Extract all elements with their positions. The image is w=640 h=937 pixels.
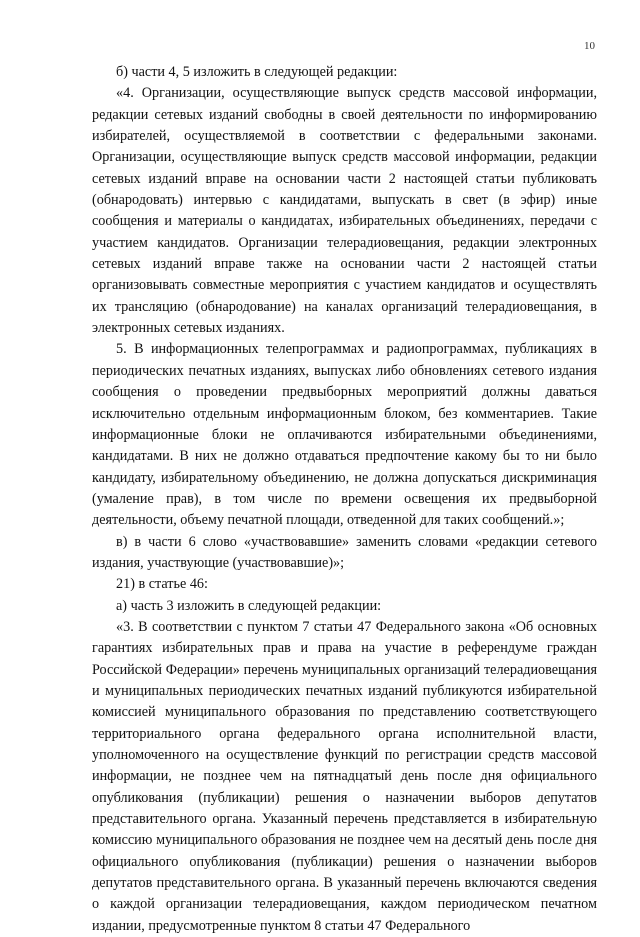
paragraph-part-5: 5. В информационных телепрограммах и радиопрограммах, публикациях в периодических печатных изданиях, выпусках либо обновлениях сетевого издания сообщения о проведении предвыборных мероприятий должны даваться исключительно отдельным информационным блоком, без комментариев. Такие информационные блоки не оплачиваются избирательными объединениями, кандидатами. В них не должно отдаваться предпочтение какому бы то ни было кандидату, избирательному объединению, не должна допускаться дискриминация (умаление прав), в том числе по времени освещения их предвыборной деятельности, объему печатной площади, отведенной для таких сообщений.»; bbox=[92, 341, 597, 529]
page-number: 10 bbox=[584, 40, 595, 52]
paragraph-amend-parts-4-5: б) части 4, 5 изложить в следующей редакции: bbox=[116, 64, 398, 80]
paragraph-item-21: 21) в статье 46: bbox=[116, 576, 208, 593]
paragraph-amend-part-3: а) часть 3 изложить в следующей редакции: bbox=[116, 597, 382, 614]
document-body bbox=[92, 62, 597, 937]
paragraph-part-3: «3. В соответствии с пунктом 7 статьи 47 Федерального закона «Об основных гарантиях избирательных прав и права на участие в референдуме граждан Российской Федерации» перечень муниципальных организаций телерадиовещания и муниципальных периодических печатных изданий публикуются избирательной комиссией муниципального образования по представлению соответствующего территориального органа федерального органа исполнительной власти, уполномоченного на осуществление функций по регистрации средств массовой информации, не позднее чем на пятнадцатый день после дня официального опубликования (публикации) решения о назначении выборов депутатов представительного органа. Указанный перечень представляется в избирательную комиссию муниципального образования не позднее чем на десятый день после дня официального опубликования (публикации) решения о назначении выборов депутатов представительного органа. В указанный перечень включаются сведения о каждой организации телерадиовещания, каждом периодическом печатном издании, предусмотренные пунктом 8 статьи 47 Федерального bbox=[92, 618, 597, 934]
paragraph-amend-part-6: в) в части 6 слово «участвовавшие» заменить словами «редакции сетевого издания, участвующие (участвовавшие)»; bbox=[92, 533, 597, 571]
paragraph-part-4: «4. Организации, осуществляющие выпуск средств массовой информации, редакции сетевых изданий свободны в своей деятельности по информированию избирателей, осуществляемой в соответствии с федеральными законами. Организации, осуществляющие выпуск средств массовой информации, редакции сетевых изданий вправе на основании части 2 настоящей статьи публиковать (обнародовать) интервью с кандидатами, выпускать в свет (в эфир) иные сообщения и материалы о кандидатах, избирательных объединениях, передачи с участием кандидатов. Организации телерадиовещания, редакции электронных сетевых изданий вправе также на основании части 2 настоящей статьи организовывать совместные мероприятия с участием кандидатов и осуществлять их трансляцию (обнародование) на каналах организаций телерадиовещания, в электронных сетевых изданиях. bbox=[92, 85, 597, 337]
